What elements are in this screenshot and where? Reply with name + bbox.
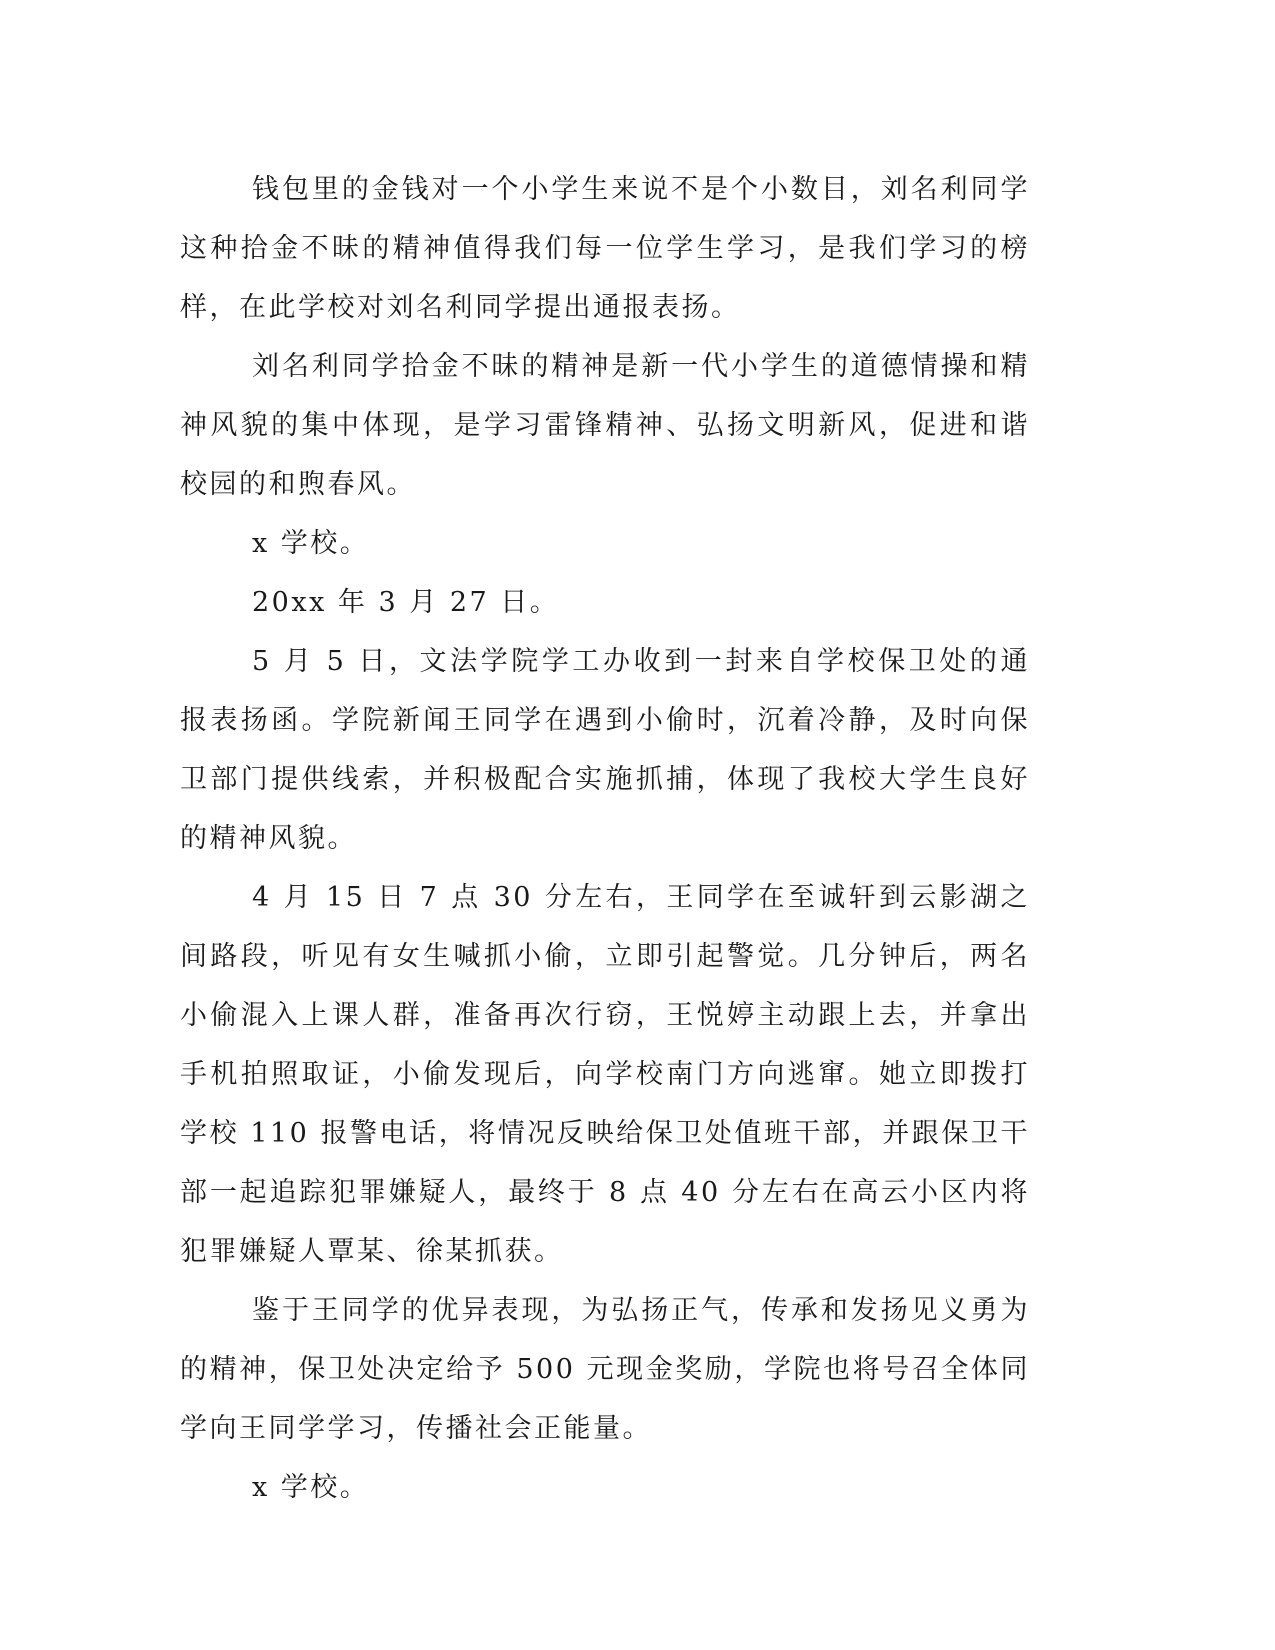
date-line: 20xx 年 3 月 27 日。: [252, 587, 560, 618]
paragraph: 刘名利同学拾金不昧的精神是新一代小学生的道德情操和精神风貌的集中体现，是学习雷锋精神、弘扬文明新风，促进和谐校园的和煦春风。: [180, 351, 1030, 500]
paragraph: 钱包里的金钱对一个小学生来说不是个小数目，刘名利同学这种拾金不昧的精神值得我们每一位学生学习，是我们学习的榜样，在此学校对刘名利同学提出通报表扬。: [180, 174, 1030, 323]
document-body: [180, 160, 1030, 1517]
paragraph: 鉴于王同学的优异表现，为弘扬正气，传承和发扬见义勇为的精神，保卫处决定给予 500 元现金奖励，学院也将号召全体同学向王同学学习，传播社会正能量。: [180, 1295, 1030, 1444]
signature-line: x 学校。: [252, 528, 370, 559]
paragraph: 5 月 5 日，文法学院学工办收到一封来自学校保卫处的通报表扬函。学院新闻王同学在遇到小偷时，沉着冷静，及时向保卫部门提供线索，并积极配合实施抓捕，体现了我校大学生良好的精神风貌。: [180, 646, 1030, 854]
signature-line: x 学校。: [252, 1472, 370, 1503]
paragraph: 4 月 15 日 7 点 30 分左右，王同学在至诚轩到云影湖之间路段，听见有女生喊抓小偷，立即引起警觉。几分钟后，两名小偷混入上课人群，准备再次行窃，王悦婷主动跟上去，并拿出手机拍照取证，小偷发现后，向学校南门方向逃窜。她立即拨打学校 110 报警电话，将情况反映给保卫处值班干部，并跟保卫干部一起追踪犯罪嫌疑人，最终于 8 点 40 分左右在高云小区内将犯罪嫌疑人覃某、徐某抓获。: [180, 882, 1030, 1267]
